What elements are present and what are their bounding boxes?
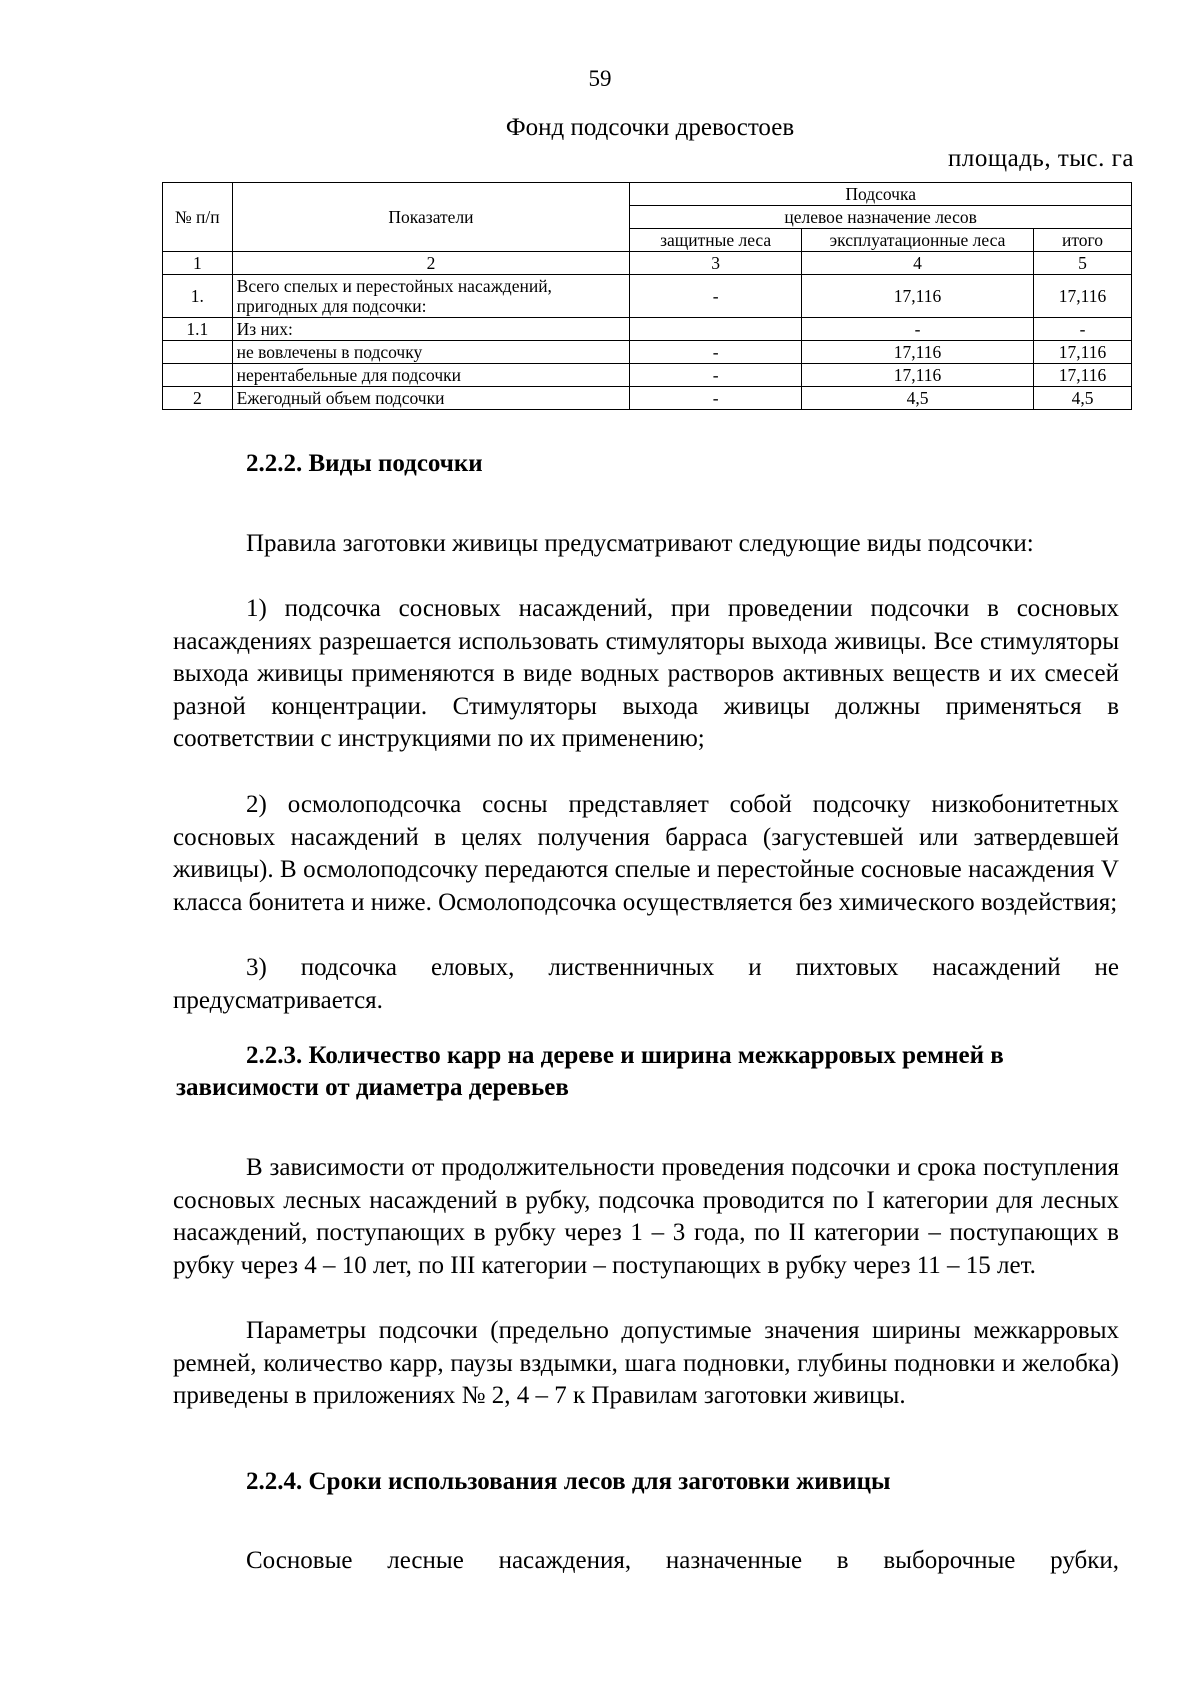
section-heading: 2.2.4. Сроки использования лесов для заготовки живицы xyxy=(246,1468,891,1495)
row-name: Ежегодный объем подсочки xyxy=(232,387,630,410)
row-exploitation: 17,116 xyxy=(801,364,1033,387)
column-number: 3 xyxy=(630,252,802,275)
column-number: 4 xyxy=(801,252,1033,275)
header-indicator: Показатели xyxy=(232,183,630,252)
row-protective: - xyxy=(630,364,802,387)
table-row xyxy=(163,364,1132,387)
fund-table xyxy=(162,182,1132,410)
section-heading: 2.2.3. Количество карр на дереве и ширина межкарровых ремней в xyxy=(246,1042,1004,1069)
row-protective: - xyxy=(630,387,802,410)
row-name: Всего спелых и перестойных насаждений, пригодных для подсочки: xyxy=(232,275,630,318)
row-total: 17,116 xyxy=(1034,364,1132,387)
row-num: 1. xyxy=(163,275,233,318)
row-exploitation: 4,5 xyxy=(801,387,1033,410)
section-heading: 2.2.2. Виды подсочки xyxy=(246,450,483,477)
row-num xyxy=(163,341,233,364)
paragraph: Сосновые лесные насаждения, назначенные в выборочные рубки, xyxy=(246,1547,1119,1574)
row-total: - xyxy=(1034,318,1132,341)
row-num xyxy=(163,364,233,387)
row-name: Из них: xyxy=(232,318,630,341)
header-exploitation: эксплуатационные леса xyxy=(801,229,1033,252)
row-exploitation: - xyxy=(801,318,1033,341)
header-protective: защитные леса xyxy=(630,229,802,252)
paragraph: Правила заготовки живицы предусматривают следующие виды подсочки: xyxy=(246,530,1034,557)
section-heading-continued: зависимости от диаметра деревьев xyxy=(176,1074,569,1101)
table-row xyxy=(163,341,1132,364)
column-number: 2 xyxy=(232,252,630,275)
list-item: 3) подсочка еловых, лиственничных и пихтовых насаждений не предусматривается. xyxy=(173,954,1119,1014)
table-row xyxy=(163,318,1132,341)
list-item: 1) подсочка сосновых насаждений, при проведении подсочки в сосновых насаждениях разрешается использовать стимуляторы выхода живицы. Все стимуляторы выхода живицы применяются в виде водных растворов активных веществ и их смесей разной концентрации. Стимуляторы выхода живицы должны применяться в соответствии с инструкциями по их применению; xyxy=(173,595,1119,753)
header-total: итого xyxy=(1034,229,1132,252)
header-num: № п/п xyxy=(163,183,233,252)
row-num: 1.1 xyxy=(163,318,233,341)
row-protective: - xyxy=(630,341,802,364)
table-title: Фонд подсочки древостоев xyxy=(505,114,795,141)
row-num: 2 xyxy=(163,387,233,410)
row-protective xyxy=(630,318,802,341)
row-total: 4,5 xyxy=(1034,387,1132,410)
table-row xyxy=(163,275,1132,318)
row-name: не вовлечены в подсочку xyxy=(232,341,630,364)
row-name: нерентабельные для подсочки xyxy=(232,364,630,387)
paragraph: В зависимости от продолжительности проведения подсочки и срока поступления сосновых лесных насаждений в рубку, подсочка проводится по I категории для лесных насаждений, поступающих в рубку через 1 – 3 года, по II категории – поступающих в рубку через 4 – 10 лет, по III категории – поступающих в рубку через 11 – 15 лет. xyxy=(173,1154,1119,1279)
table-header-row xyxy=(163,183,1132,206)
list-item: 2) осмолоподсочка сосны представляет собой подсочку низкобонитетных сосновых насаждений в целях получения барраса (загустевшей или затвердевшей живицы). В осмолоподсочку передаются спелые и перестойные сосновые насаждения V класса бонитета и ниже. Осмолоподсочка осуществляется без химического воздействия; xyxy=(173,791,1119,916)
header-group: Подсочка xyxy=(630,183,1132,206)
page-number: 59 xyxy=(588,66,612,91)
row-total: 17,116 xyxy=(1034,341,1132,364)
header-subgroup: целевое назначение лесов xyxy=(630,206,1132,229)
row-total: 17,116 xyxy=(1034,275,1132,318)
column-number: 5 xyxy=(1034,252,1132,275)
row-exploitation: 17,116 xyxy=(801,275,1033,318)
table-unit: площадь, тыс. га xyxy=(948,145,1134,172)
column-number-row xyxy=(163,252,1132,275)
table-row xyxy=(163,387,1132,410)
row-protective: - xyxy=(630,275,802,318)
column-number: 1 xyxy=(163,252,233,275)
row-exploitation: 17,116 xyxy=(801,341,1033,364)
paragraph: Параметры подсочки (предельно допустимые значения ширины межкарровых ремней, количество карр, паузы вздымки, шага подновки, глубины подновки и желобка) приведены в приложениях № 2, 4 – 7 к Правилам заготовки живицы. xyxy=(173,1317,1119,1410)
